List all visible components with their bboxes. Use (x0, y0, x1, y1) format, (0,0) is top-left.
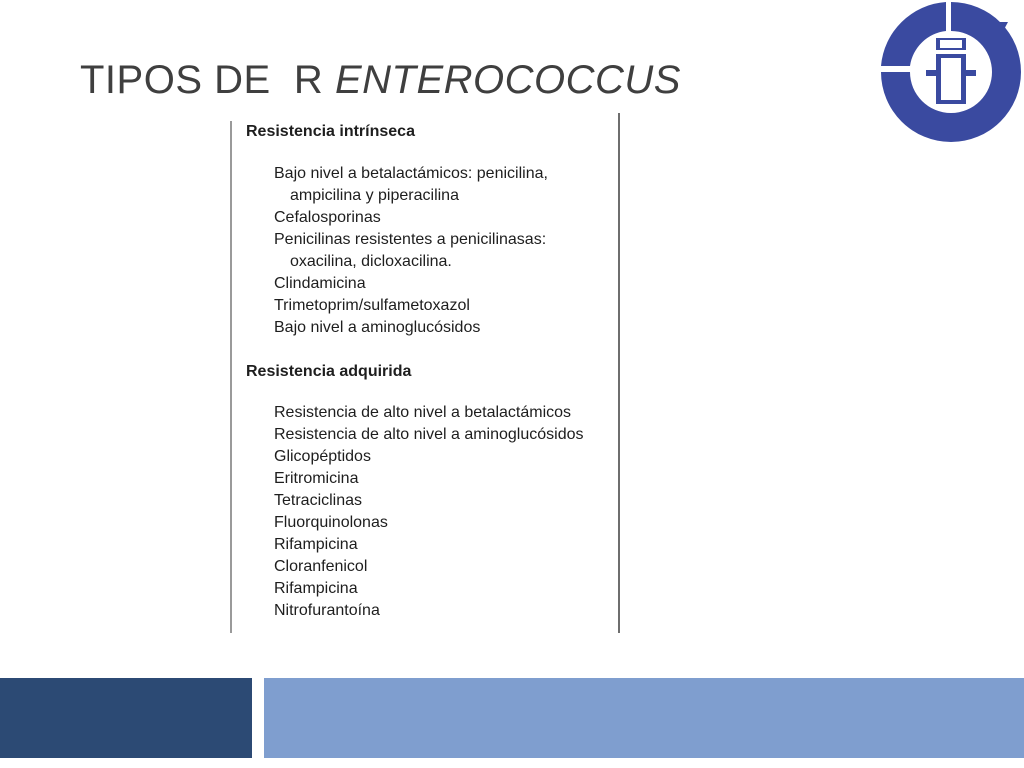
list-item (274, 317, 548, 339)
intrinsic-heading: Resistencia intrínseca (246, 123, 415, 140)
list-item-text: Cefalosporinas (274, 209, 381, 226)
table-left-rule (230, 121, 232, 633)
list-item (274, 295, 548, 317)
list-item: Rifampicina (274, 536, 358, 553)
acquired-list (274, 402, 584, 622)
footer-bar-light (264, 678, 1024, 758)
intrinsic-list (274, 163, 548, 339)
slide-title-italic: ENTEROCOCCUS (334, 58, 681, 102)
table-right-rule (618, 113, 620, 633)
list-item-continuation: ampicilina y piperacilina (290, 187, 459, 204)
list-item-text: Bajo nivel a betalactámicos: penicilina, (274, 165, 548, 182)
list-item: Tetraciclinas (274, 492, 363, 509)
list-item: Fluorquinolonas (274, 514, 388, 531)
list-item-text: Trimetoprim/sulfametoxazol (274, 297, 470, 314)
list-item-continuation: oxacilina, dicloxacilina. (290, 253, 452, 270)
list-item-text: Bajo nivel a aminoglucósidos (274, 319, 481, 336)
institution-logo-icon (878, 0, 1024, 144)
list-item: Cloranfenicol (274, 558, 368, 575)
footer-bar-dark (0, 678, 252, 758)
slide-title (80, 58, 681, 103)
list-item (274, 207, 548, 229)
resistance-table-image (230, 113, 620, 635)
list-item: Rifampicina (274, 580, 358, 597)
list-item: Eritromicina (274, 470, 359, 487)
slide-title-plain: TIPOS DE R (80, 58, 324, 102)
list-item (274, 229, 548, 273)
list-item: Nitrofurantoína (274, 602, 380, 619)
list-item: Resistencia de alto nivel a betalactámicos (274, 404, 572, 421)
acquired-heading: Resistencia adquirida (246, 363, 412, 380)
list-item (274, 163, 548, 207)
list-item: Glicopéptidos (274, 448, 371, 465)
list-item (274, 273, 548, 295)
list-item-text: Penicilinas resistentes a penicilinasas: (274, 231, 547, 248)
list-item: Resistencia de alto nivel a aminoglucósidos (274, 426, 584, 443)
list-item-text: Clindamicina (274, 275, 366, 292)
